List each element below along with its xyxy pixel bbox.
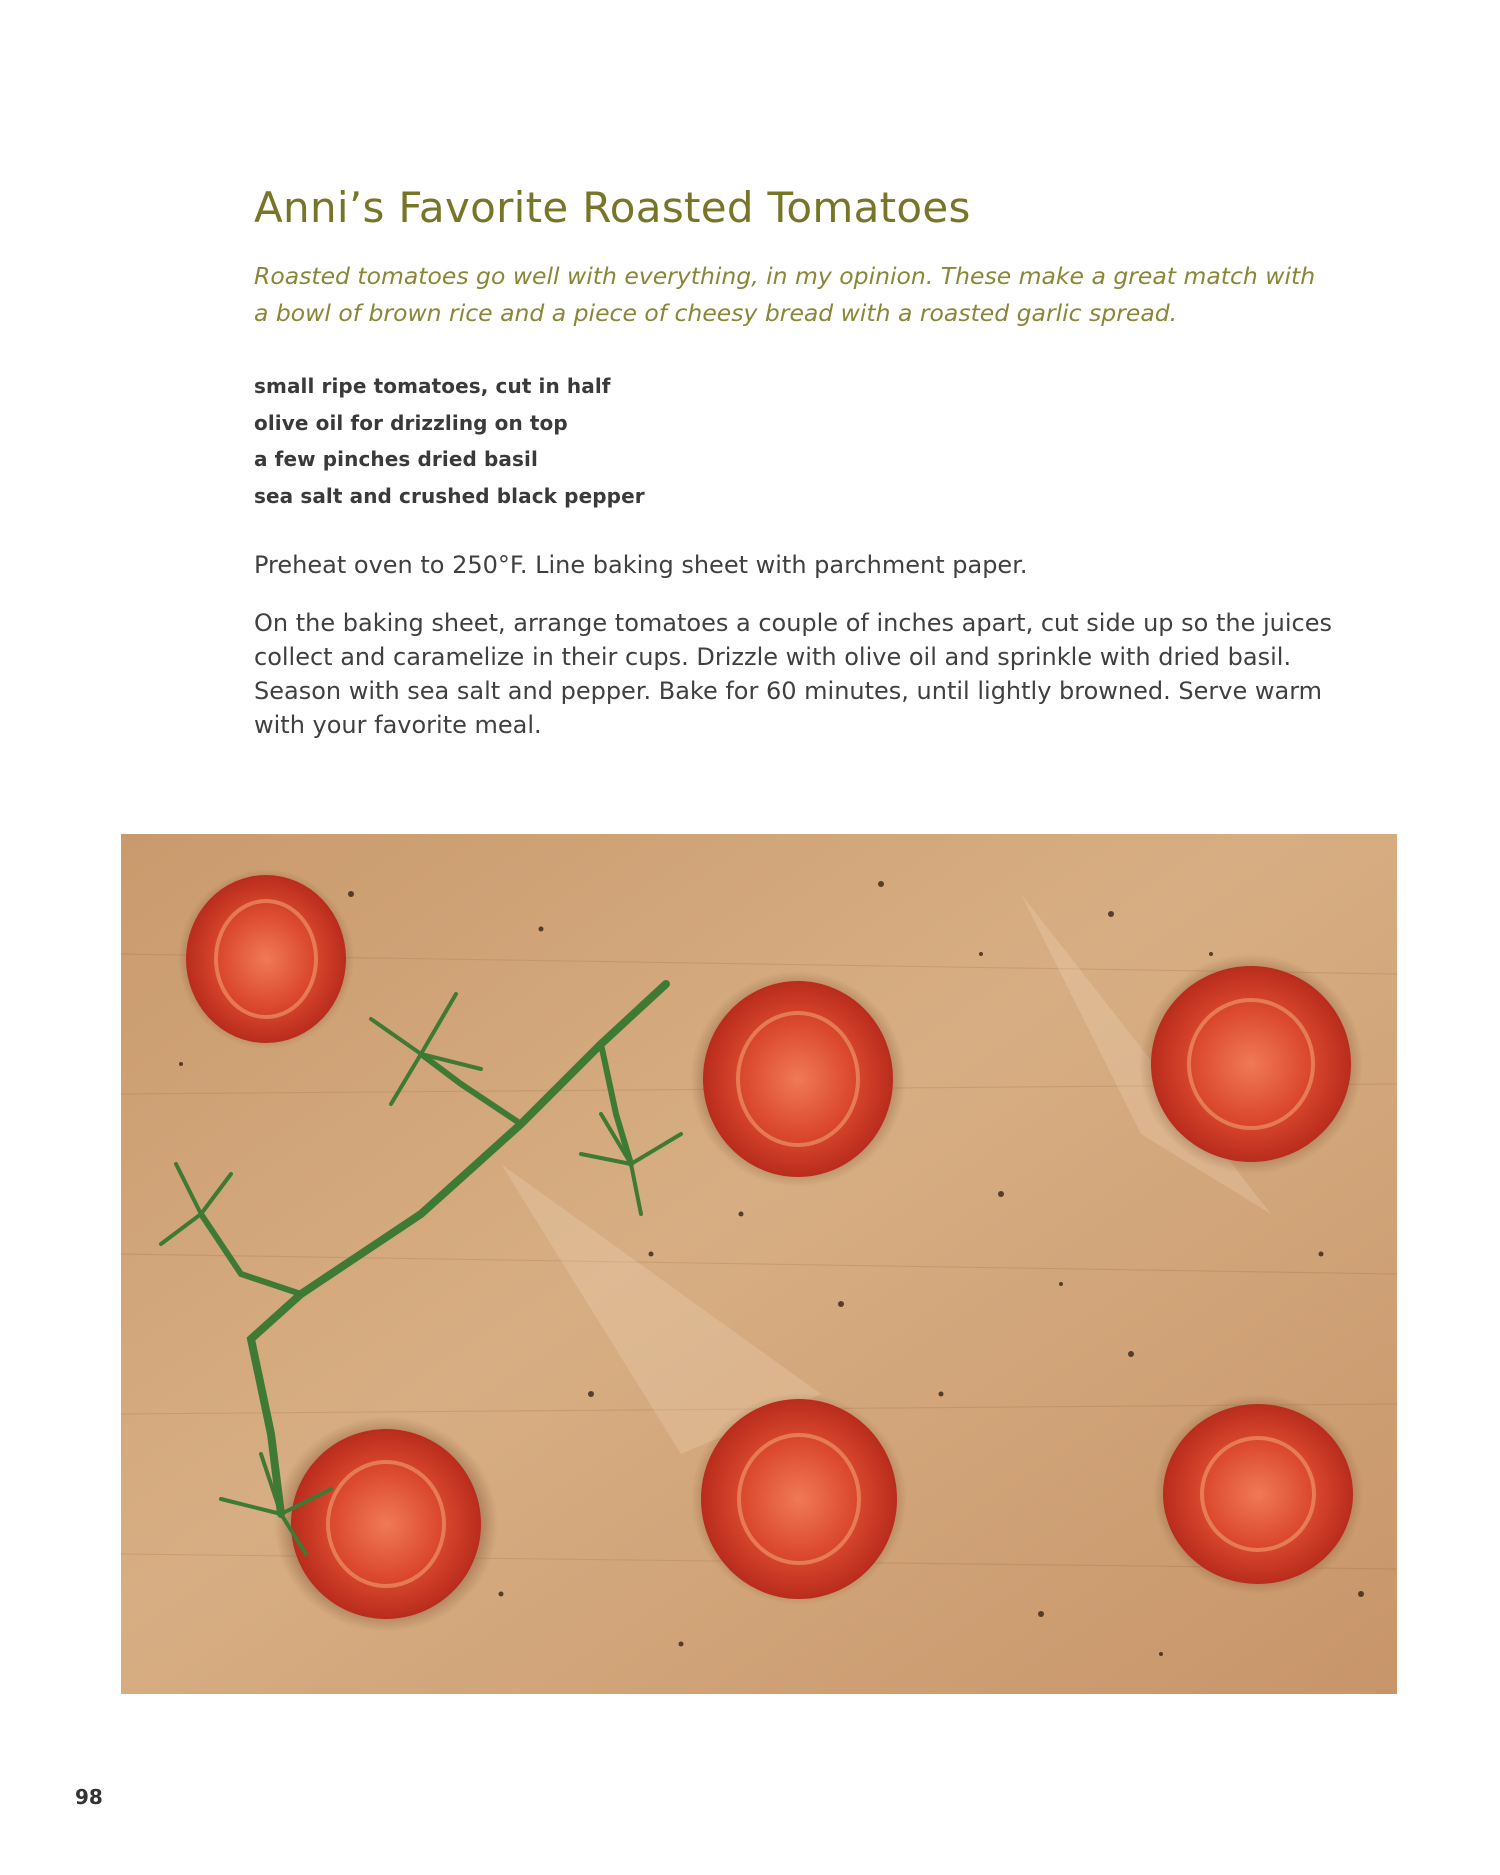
tomato-half [274, 1416, 498, 1632]
tomato-half [1153, 1394, 1363, 1594]
page-number: 98 [75, 1785, 103, 1809]
tomato-half [178, 869, 354, 1049]
tomato-half [690, 971, 906, 1187]
ingredient-item: olive oil for drizzling on top [254, 410, 568, 435]
ingredient-list [254, 368, 645, 514]
ingredient-item: small ripe tomatoes, cut in half [254, 374, 611, 398]
instruction-step: Preheat oven to 250°F. Line baking sheet with parchment paper. [254, 551, 1028, 579]
recipe-intro: Roasted tomatoes go well with everything, in my opinion. These make a great match with a bowl of brown rice and a piece of cheesy bread with a roasted garlic spread. [254, 262, 1316, 327]
recipe-title: Anni’s Favorite Roasted Tomatoes [254, 183, 971, 232]
instruction-step: On the baking sheet, arrange tomatoes a couple of inches apart, cut side up so the juices collect and caramelize in their cups. Drizzle with olive oil and sprinkle with dried basil. Season with sea salt and pepper. Bake for 60 minutes, until lightly browned. Serve warm with your favorite meal. [254, 609, 1332, 739]
ingredient-item: a few pinches dried basil [254, 447, 538, 471]
ingredient-item: sea salt and crushed black pepper [254, 483, 645, 508]
tomato-half [1139, 954, 1363, 1174]
roasted-tomatoes-photo [121, 834, 1397, 1694]
tomato-half [691, 1393, 907, 1605]
